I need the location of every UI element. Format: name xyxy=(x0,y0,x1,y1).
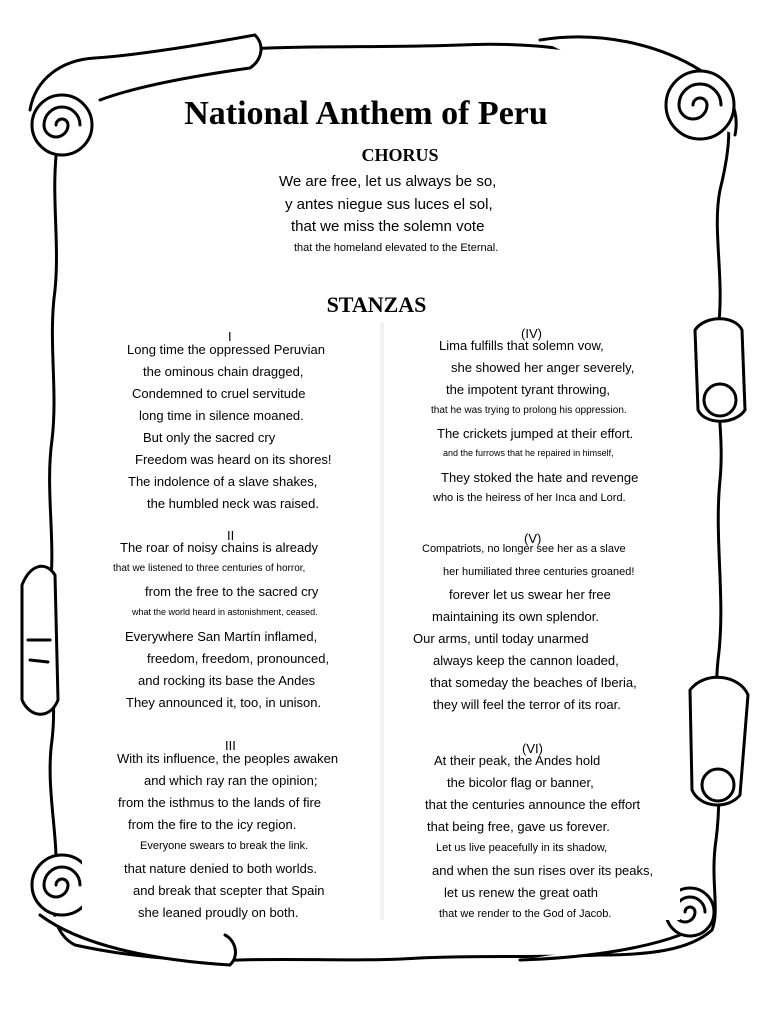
stanza-line: Let us live peacefully in its shadow, xyxy=(436,842,608,854)
stanza-line: freedom, freedom, pronounced, xyxy=(147,651,330,666)
stanza-line: from the free to the sacred cry xyxy=(145,584,319,599)
chorus-line: that we miss the solemn vote xyxy=(291,218,485,235)
stanza-line: At their peak, the Andes hold xyxy=(434,753,601,768)
page-title: National Anthem of Peru xyxy=(184,95,548,132)
stanza-line: The roar of noisy chains is already xyxy=(120,540,318,555)
stanza-line: that we listened to three centuries of horror, xyxy=(113,563,306,574)
stanza-line: With its influence, the peoples awaken xyxy=(117,751,339,766)
stanza-line: forever let us swear her free xyxy=(449,587,611,602)
stanza-line: who is the heiress of her Inca and Lord. xyxy=(433,492,626,504)
chorus-line: We are free, let us always be so, xyxy=(279,173,497,190)
stanza-line: Our arms, until today unarmed xyxy=(413,631,589,646)
stanza-line: the ominous chain dragged, xyxy=(143,364,304,379)
stanza-line: she leaned proudly on both. xyxy=(138,905,299,920)
stanza-line: and which ray ran the opinion; xyxy=(144,773,318,788)
stanza-line: But only the sacred cry xyxy=(143,430,276,445)
stanza-line: from the fire to the icy region. xyxy=(128,817,297,832)
stanza-line: Long time the oppressed Peruvian xyxy=(127,342,326,357)
stanza-line: Lima fulfills that solemn vow, xyxy=(439,338,604,353)
stanza-numeral: (V) xyxy=(524,531,542,546)
stanza-line: that someday the beaches of Iberia, xyxy=(430,675,637,690)
stanza-line: the impotent tyrant throwing, xyxy=(446,382,611,397)
stanza-line: The indolence of a slave shakes, xyxy=(128,474,318,489)
chorus-line: that the homeland elevated to the Eternal. xyxy=(294,242,499,254)
stanza-line: from the isthmus to the lands of fire xyxy=(118,795,322,810)
stanza-line: she showed her anger severely, xyxy=(451,360,635,375)
stanza-line: and rocking its base the Andes xyxy=(138,673,316,688)
stanza-line: that nature denied to both worlds. xyxy=(124,861,317,876)
stanza-line: Freedom was heard on its shores! xyxy=(135,452,332,467)
stanza-line: the bicolor flag or banner, xyxy=(447,775,594,790)
stanza-line: what the world heard in astonishment, ceased. xyxy=(132,607,318,617)
chorus-heading: CHORUS xyxy=(361,145,439,165)
stanza-line: the humbled neck was raised. xyxy=(147,496,319,511)
stanza-line: They stoked the hate and revenge xyxy=(441,470,639,485)
stanza-line: The crickets jumped at their effort. xyxy=(437,426,634,441)
stanza-line: long time in silence moaned. xyxy=(139,408,304,423)
stanza-line: maintaining its own splendor. xyxy=(432,609,599,624)
chorus-line: y antes niegue sus luces el sol, xyxy=(285,196,493,213)
stanza-line: that he was trying to prolong his oppression. xyxy=(431,405,627,416)
stanza-line: Condemned to cruel servitude xyxy=(132,386,306,401)
stanza-line: they will feel the terror of its roar. xyxy=(433,697,621,712)
stanza-line: Everyone swears to break the link. xyxy=(140,840,309,852)
stanza-line: Compatriots, no longer see her as a slave xyxy=(422,543,626,555)
stanza-line: that the centuries announce the effort xyxy=(425,797,641,812)
stanza-line: Everywhere San Martín inflamed, xyxy=(125,629,318,644)
stanzas-heading: STANZAS xyxy=(326,292,427,317)
stanza-numeral: II xyxy=(227,528,235,543)
stanza-line: They announced it, too, in unison. xyxy=(126,695,322,710)
stanza-numeral: (VI) xyxy=(522,741,543,756)
stanza-line: that being free, gave us forever. xyxy=(427,819,610,834)
stanza-line: and when the sun rises over its peaks, xyxy=(432,863,654,878)
stanza-line: and the furrows that he repaired in himself, xyxy=(443,448,614,458)
stanza-numeral: I xyxy=(228,329,232,344)
stanza-numeral: III xyxy=(225,738,236,753)
stanza-line: let us renew the great oath xyxy=(444,885,598,900)
stanza-numeral: (IV) xyxy=(521,326,542,341)
stanza-line: always keep the cannon loaded, xyxy=(433,653,619,668)
stanza-line: that we render to the God of Jacob. xyxy=(439,908,612,920)
stanza-line: and break that scepter that Spain xyxy=(133,883,325,898)
stanza-line: her humiliated three centuries groaned! xyxy=(443,566,635,578)
